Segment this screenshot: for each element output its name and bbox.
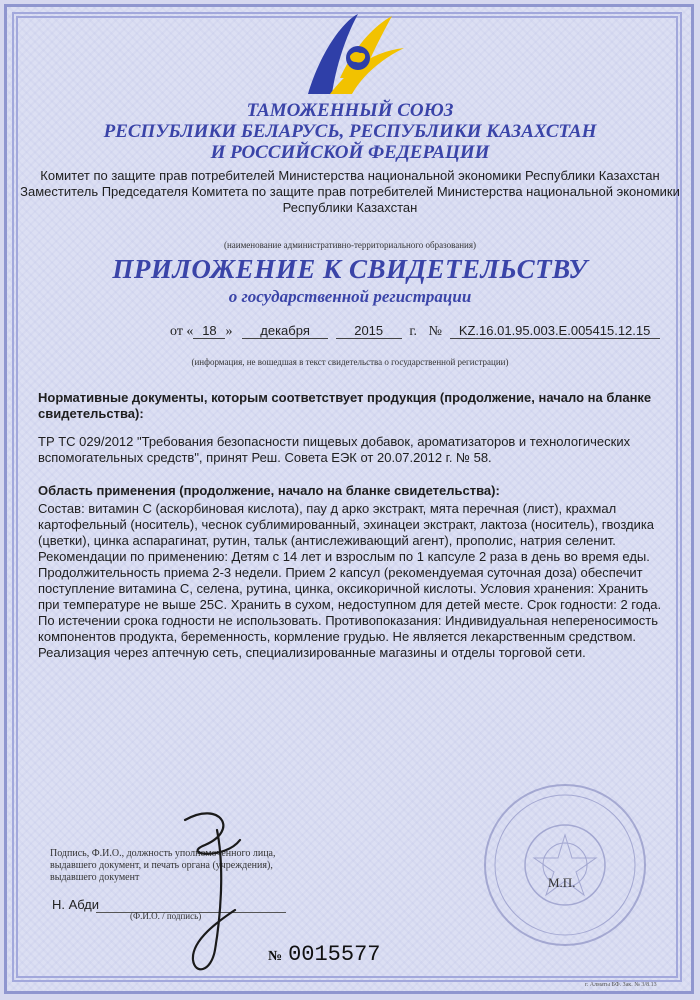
date-year: 2015 bbox=[336, 323, 402, 339]
info-caption: (информация, не вошедшая в текст свидетельства о государственной регистрации) bbox=[191, 357, 509, 367]
issuer-committee: Комитет по защите прав потребителей Министерства национальной экономики Республики Казахстан bbox=[40, 168, 660, 183]
signature-caption-line-1: Подпись, Ф.И.О., должность уполномоченного лица, bbox=[50, 848, 276, 859]
issuer-deputy: Заместитель Председателя Комитета по защите прав потребителей Министерства национальной экономики Республики Казахстан bbox=[20, 184, 680, 215]
date-close-quote: » bbox=[225, 324, 233, 339]
signer-name: Н. Абди bbox=[52, 897, 99, 912]
union-title-line-2: РЕСПУБЛИКИ БЕЛАРУСЬ, РЕСПУБЛИКИ КАЗАХСТАН bbox=[103, 121, 597, 142]
document-subtitle: о государственной регистрации bbox=[228, 287, 472, 306]
form-serial-number bbox=[268, 942, 381, 967]
scope-text: Состав: витамин С (аскорбиновая кислота), пау д арко экстракт, мята перечная (лист), крахмал картофельный (носитель), чеснок сублимированный, эхинацеи экстракт, лактоза (носитель), гвоздика (цветки), цинка аспарагинат, рутин, тальк (антислеживающий агент), прополис, натрия селенит. Рекомендации по применению: Детям с 14 лет и взрослым по 1 капсуле 2 раза в день во время еды. Продолжительность приема 2-3 недели. Прием 2 капсул (рекомендуемая суточная доза) обеспечит поступление витамина С, селена, рутина, цинка, оксикоричной кислоты. Условия хранения: Хранить при температуре не выше 25С. Хранить в сухом, недоступном для детей месте. Срок годности: 2 года. По истечении срока годности не использовать. Противопоказания: Индивидуальная непереносимость компонентов продукта, беременность, кормление грудью. Не является лекарственным средством. Реализация через аптечную сеть, специализированные магазины и отделы торговой сети. bbox=[38, 501, 662, 660]
date-number-line bbox=[170, 323, 670, 340]
scope-section bbox=[38, 483, 670, 661]
seal-place-label: М.П. bbox=[548, 875, 576, 890]
printer-note: г. Алматы БФ. Зак. № 3/8.13 bbox=[585, 982, 657, 988]
normative-section bbox=[38, 390, 670, 466]
customs-union-title bbox=[0, 100, 700, 163]
normative-heading: Нормативные документы, которым соответствует продукция (продолжение, начало на бланке свидетельства): bbox=[38, 390, 652, 421]
issuing-authority bbox=[20, 168, 680, 216]
scope-heading: Область применения (продолжение, начало на бланке свидетельства): bbox=[38, 483, 500, 498]
date-day: 18 bbox=[193, 323, 225, 339]
normative-text: ТР ТС 029/2012 "Требования безопасности пищевых добавок, ароматизаторов и технологических вспомогательных средств", принят Реш. Совета ЕЭК от 20.07.2012 г. № 58. bbox=[38, 434, 631, 465]
certificate-number: KZ.16.01.95.003.E.005415.12.15 bbox=[450, 323, 660, 339]
form-number-value: 0015577 bbox=[288, 942, 381, 967]
union-title-line-3: И РОССИЙСКОЙ ФЕДЕРАЦИИ bbox=[210, 142, 490, 163]
number-sign: № bbox=[428, 324, 442, 339]
issuer-caption: (наименование административно-территориального образования) bbox=[223, 240, 476, 250]
date-year-suffix: г. bbox=[409, 324, 417, 339]
signature-caption-line-3: выдавшего документ bbox=[50, 872, 140, 883]
fio-caption: (Ф.И.О. / подпись) bbox=[130, 911, 202, 921]
signature-caption-line-2: выдавшего документ, и печать органа (учреждения), bbox=[50, 860, 273, 871]
form-number-sign: № bbox=[268, 949, 283, 964]
union-title-line-1: ТАМОЖЕННЫЙ СОЮЗ bbox=[246, 100, 454, 121]
date-month: декабря bbox=[242, 323, 328, 339]
customs-union-emblem-icon bbox=[300, 8, 410, 100]
document-title: ПРИЛОЖЕНИЕ К СВИДЕТЕЛЬСТВУ bbox=[112, 254, 588, 284]
official-seal-icon bbox=[480, 780, 650, 950]
date-prefix: от « bbox=[170, 324, 194, 339]
handwritten-signature-icon bbox=[165, 800, 275, 980]
